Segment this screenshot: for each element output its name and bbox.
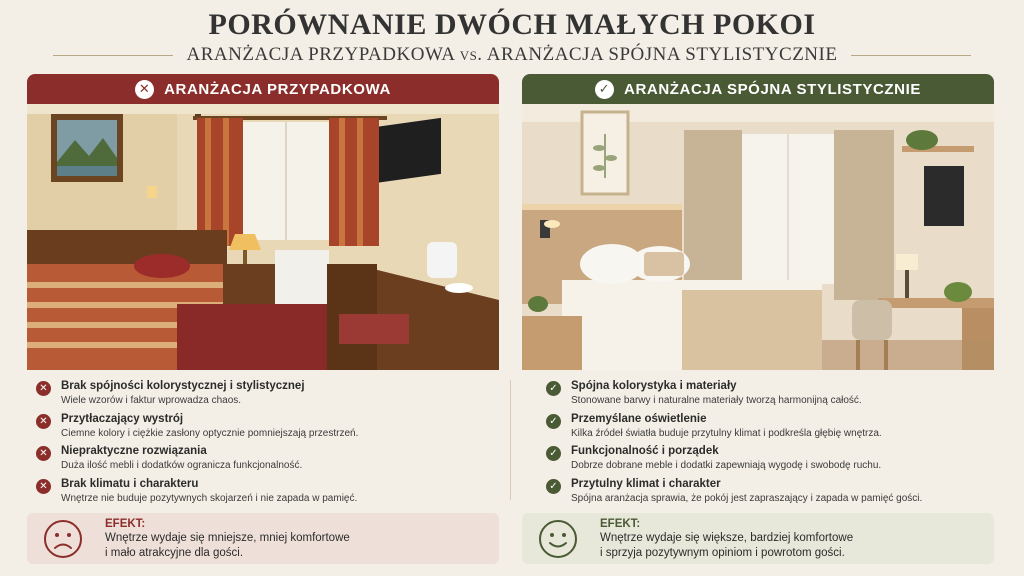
effect-label: EFEKT: xyxy=(600,517,641,530)
list-item: ✕ Niepraktyczne rozwiązania Duża ilość mebli i dodatków ogranicza funkcjonalność. xyxy=(36,443,506,476)
effect-line-1: Wnętrze wydaje się mniejsze, mniej komfortowe xyxy=(105,531,350,544)
x-mark-icon: ✕ xyxy=(36,479,51,494)
check-mark-icon: ✓ xyxy=(546,479,561,494)
effect-line-1: Wnętrze wydaje się większe, bardziej komfortowe xyxy=(600,531,854,544)
advantages-list xyxy=(546,378,1016,508)
list-item: ✓ Spójna kolorystyka i materiały Stonowane barwy i naturalne materiały tworzą harmonijną całość. xyxy=(546,378,1016,411)
check-mark-icon: ✓ xyxy=(546,414,561,429)
subtitle-divider-left xyxy=(53,55,173,56)
effect-label: EFEKT: xyxy=(105,517,146,530)
effect-box-coherent xyxy=(522,513,994,564)
list-item: ✓ Przemyślane oświetlenie Kilka źródeł światła buduje przytulny klimat i podkreśla głębię wnętrza. xyxy=(546,411,1016,444)
room-photo-coherent xyxy=(522,104,994,370)
panel-heading-coherent: ARANŻACJA SPÓJNA STYLISTYCZNIE xyxy=(624,80,921,98)
page-subtitle: ARANŻACJA PRZYPADKOWA vs. ARANŻACJA SPÓJNA STYLISTYCZNIE xyxy=(186,44,838,65)
x-mark-icon: ✕ xyxy=(36,414,51,429)
panel-random-arrangement xyxy=(27,74,499,370)
happy-face-icon xyxy=(538,519,578,559)
check-mark-icon: ✓ xyxy=(546,381,561,396)
check-circle-icon: ✓ xyxy=(595,80,614,99)
list-item: ✓ Funkcjonalność i porządek Dobrze dobrane meble i dodatki zapewniają wygodę i swobodę ruchu. xyxy=(546,443,1016,476)
panel-header-random xyxy=(27,74,499,104)
list-item: ✕ Brak klimatu i charakteru Wnętrze nie buduje pozytywnych skojarzeń i nie zapada w pamięć. xyxy=(36,476,506,509)
x-circle-icon: ✕ xyxy=(135,80,154,99)
list-item: ✕ Brak spójności kolorystycznej i stylistycznej Wiele wzorów i faktur wprowadza chaos. xyxy=(36,378,506,411)
panel-heading-random: ARANŻACJA PRZYPADKOWA xyxy=(164,80,391,98)
list-item: ✕ Przytłaczający wystrój Ciemne kolory i ciężkie zasłony optycznie pomniejszają przestrzeń. xyxy=(36,411,506,444)
x-mark-icon: ✕ xyxy=(36,446,51,461)
effect-line-2: i mało atrakcyjne dla gości. xyxy=(105,546,244,559)
landscape-painting xyxy=(51,114,123,182)
page-title: PORÓWNANIE DWÓCH MAŁYCH POKOI xyxy=(208,8,816,41)
effect-content-random xyxy=(105,517,350,561)
subtitle-divider-right xyxy=(851,55,971,56)
list-item: ✓ Przytulny klimat i charakter Spójna aranżacja sprawia, że pokój jest zapraszający i zapada w pamięć gości. xyxy=(546,476,1016,509)
sad-face-icon xyxy=(43,519,83,559)
panel-coherent-arrangement xyxy=(522,74,994,370)
panel-header-coherent xyxy=(522,74,994,104)
room-photo-random xyxy=(27,104,499,370)
effect-content-coherent xyxy=(600,517,853,561)
effect-box-random xyxy=(27,513,499,564)
botanical-frame xyxy=(582,112,628,194)
drawbacks-list xyxy=(36,378,506,508)
column-divider xyxy=(510,380,511,500)
check-mark-icon: ✓ xyxy=(546,446,561,461)
x-mark-icon: ✕ xyxy=(36,381,51,396)
effect-line-2: i sprzyja pozytywnym opiniom i powrotom gości. xyxy=(600,546,845,559)
subtitle-row xyxy=(0,44,1024,66)
